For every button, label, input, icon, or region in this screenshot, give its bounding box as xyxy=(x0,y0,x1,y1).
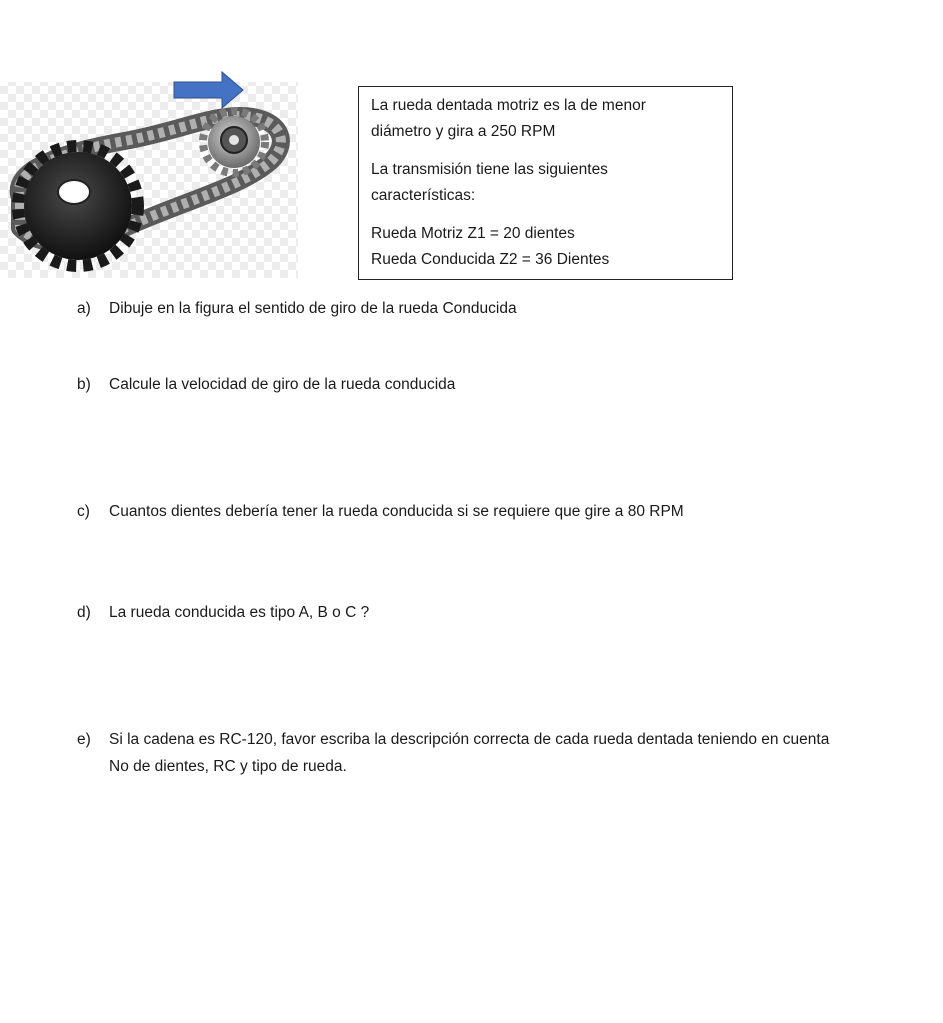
question-text: Calcule la velocidad de giro de la rueda conducida xyxy=(109,376,456,393)
question-text: La rueda conducida es tipo A, B o C ? xyxy=(109,604,370,621)
question-b xyxy=(77,371,455,398)
info-line-driver-teeth: Rueda Motriz Z1 = 20 dientes xyxy=(371,225,575,242)
info-line-driven-teeth: Rueda Conducida Z2 = 36 Dientes xyxy=(371,251,610,268)
info-line: características: xyxy=(371,187,476,204)
transmission-info-box xyxy=(358,86,733,280)
question-label: c) xyxy=(77,503,90,520)
question-d xyxy=(77,599,369,626)
question-a xyxy=(77,295,517,322)
info-line: La rueda dentada motriz es la de menor xyxy=(371,97,646,114)
question-text-continued: No de dientes, RC y tipo de rueda. xyxy=(109,758,347,775)
question-text: Si la cadena es RC-120, favor escriba la descripción correcta de cada rueda dentada teniendo en cuenta xyxy=(109,731,830,748)
question-label: a) xyxy=(77,300,91,317)
question-label: e) xyxy=(77,731,91,748)
question-e xyxy=(77,726,927,780)
info-line: diámetro y gira a 250 RPM xyxy=(371,123,556,140)
sprocket-chain-figure xyxy=(0,70,300,282)
hub-bore xyxy=(58,180,90,204)
question-text: Cuantos dientes debería tener la rueda conducida si se requiere que gire a 80 RPM xyxy=(109,503,684,520)
question-label: d) xyxy=(77,604,91,621)
question-text: Dibuje en la figura el sentido de giro de la rueda Conducida xyxy=(109,300,517,317)
question-c xyxy=(77,498,684,525)
info-line: La transmisión tiene las siguientes xyxy=(371,161,608,178)
question-label: b) xyxy=(77,376,91,393)
